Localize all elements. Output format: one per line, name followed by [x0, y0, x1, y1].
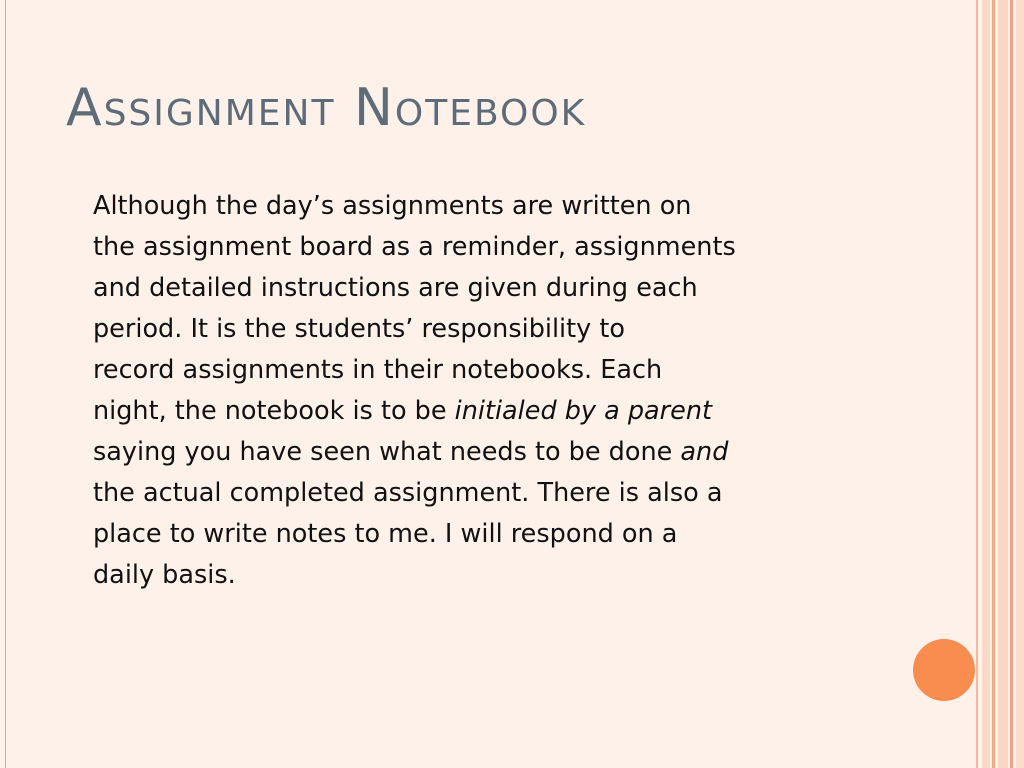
stripe	[976, 0, 978, 768]
stripe	[998, 0, 1008, 768]
slide-title: Assignment Notebook	[66, 78, 587, 138]
body-line	[93, 391, 893, 432]
emphasis-text: and	[680, 437, 729, 467]
body-line	[93, 432, 893, 473]
right-decorative-stripes	[976, 0, 1024, 768]
stripe	[992, 0, 995, 768]
body-line: place to write notes to me. I will respond on a	[93, 519, 678, 549]
stripe	[982, 0, 990, 768]
stripe	[1010, 0, 1013, 768]
body-line: record assignments in their notebooks. Each	[93, 355, 663, 385]
body-line: the assignment board as a reminder, assignments	[93, 232, 736, 262]
body-line: the actual completed assignment. There is also a	[93, 478, 723, 508]
body-line: daily basis.	[93, 560, 236, 590]
slide-body-text	[93, 186, 893, 596]
body-line: period. It is the students’ responsibility to	[93, 314, 625, 344]
emphasis-text: initialed by a parent	[454, 396, 713, 426]
body-text-run: saying you have seen what needs to be done	[93, 437, 681, 467]
body-line: Although the day’s assignments are written on	[93, 191, 692, 221]
body-line: and detailed instructions are given during each	[93, 273, 698, 303]
left-border-rule	[5, 0, 6, 768]
body-text-run: night, the notebook is to be	[93, 396, 455, 426]
stripe	[1016, 0, 1024, 768]
orange-circle-decoration	[913, 639, 975, 701]
